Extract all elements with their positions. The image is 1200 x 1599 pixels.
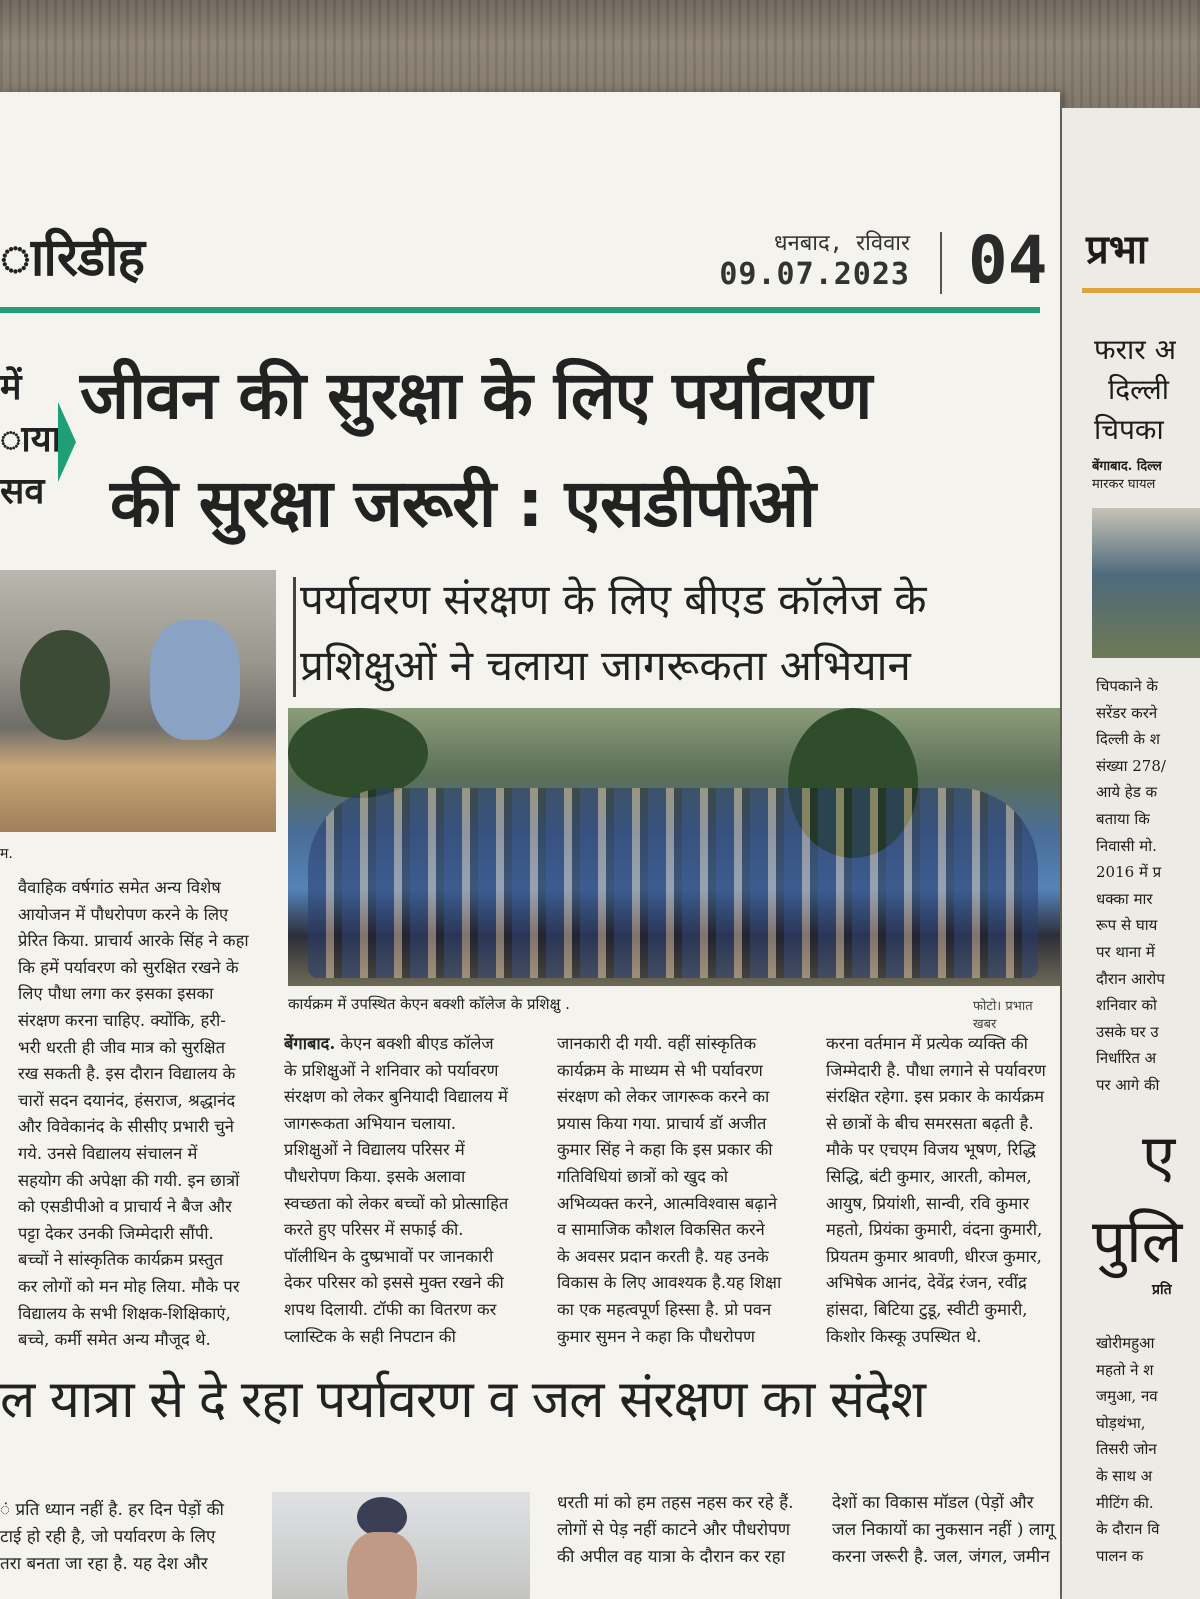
photo-credit: फोटो। प्रभात खबर: [973, 999, 1033, 1032]
text-line: दौरान आरोप: [1096, 969, 1165, 988]
text-line: वैवाहिक वर्षगांठ समेत अन्य विशेष: [18, 878, 221, 897]
text-line: तिसरी जोन: [1096, 1440, 1157, 1459]
text-line: प्रयास किया गया. प्राचार्य डॉ अजीत: [557, 1113, 767, 1133]
headline-line: दिल्ली: [1108, 373, 1169, 406]
students-group: [308, 788, 1038, 978]
text-line: 2016 में प्र: [1096, 863, 1162, 882]
text-line: आयुष, प्रियांशी, सान्वी, रवि कुमार: [826, 1193, 1030, 1213]
adjacent-lead: [1092, 458, 1162, 494]
text-line: विद्यालय के सभी शिक्षक-शिक्षिकाएं,: [18, 1303, 231, 1323]
text-line: निर्धारित अ: [1096, 1049, 1157, 1068]
text-line: प्रशिक्षुओं ने विद्यालय परिसर में: [284, 1140, 465, 1160]
text-line: कुमार सिंह ने कहा कि इस प्रकार की: [557, 1140, 773, 1160]
text-line: के दौरान वि: [1096, 1520, 1160, 1539]
teaser-line: में: [0, 367, 22, 408]
text-line: के अवसर प्रदान करती है. यह उनके: [557, 1246, 769, 1266]
text-line: रख सकती है. इस दौरान विद्यालय के: [18, 1064, 236, 1084]
text-line: करना वर्तमान में प्रत्येक व्यक्ति की: [826, 1034, 1028, 1053]
text-line: करना जरूरी है. जल, जंगल, जमीन: [832, 1547, 1050, 1567]
teaser-line: ाया: [0, 419, 61, 460]
text-line: आये हेड क: [1096, 783, 1158, 802]
teaser-line: सव: [0, 471, 45, 512]
text-line: मारकर घायल: [1092, 477, 1156, 492]
text-line: सिद्धि, बंटी कुमार, आरती, कोमल,: [826, 1166, 1032, 1186]
text-line: टाई हो रही है, जो पर्यावरण के लिए: [0, 1527, 216, 1547]
adjacent-big-letter: ए: [1142, 1122, 1176, 1192]
teaser-arrow-icon: [58, 402, 76, 482]
text-line: देकर परिसर को इससे मुक्त रखने की: [284, 1273, 504, 1293]
text-line: सरेंडर करने: [1096, 703, 1158, 722]
column-fragment: म.: [0, 846, 13, 862]
text-line: मौके पर एचएम विजय भूषण, रिद्धि: [826, 1140, 1036, 1160]
text-line: हांसदा, बिटिया टुडू, स्वीटी कुमारी,: [826, 1299, 1028, 1319]
dateline-separator: [940, 232, 942, 294]
text-line: संरक्षण को लेकर बुनियादी विद्यालय में: [284, 1087, 508, 1107]
text-line: बताया कि: [1096, 809, 1150, 828]
text-line: चारों सदन दयानंद, हंसराज, श्रद्धानंद: [18, 1090, 236, 1110]
text-line: घोड़थंभा,: [1096, 1413, 1146, 1432]
subhead-bar: [293, 577, 296, 697]
text-line: महतो ने श: [1096, 1360, 1154, 1379]
text-line: गतिविधियां छात्रों को खुद को: [557, 1166, 729, 1186]
subhead-line-2: प्रशिक्षुओं ने चलाया जागरूकता अभियान: [300, 641, 911, 690]
text-line: प्रेरित किया. प्राचार्य आरके सिंह ने कहा: [18, 931, 249, 951]
text-line: देशों का विकास मॉडल (पेड़ों और: [832, 1493, 1034, 1513]
text-line: उसके घर उ: [1096, 1022, 1159, 1041]
article-column-3: [826, 1031, 1060, 1350]
adjacent-headline: [1094, 330, 1176, 450]
text-line: कार्यक्रम के माध्यम से भी पर्यावरण: [557, 1060, 763, 1080]
text-line: गये. उनसे विद्यालय संचालन में: [18, 1143, 198, 1163]
text-line: से छात्रों के बीच समरसता बढ़ती है.: [826, 1113, 1034, 1133]
article-column-1: [284, 1031, 540, 1350]
headline-line: चिपका: [1094, 413, 1164, 446]
text-line: के साथ अ: [1096, 1466, 1153, 1485]
text-line: [284, 1031, 540, 1058]
text-line: के प्रशिक्षुओं ने शनिवार को पर्यावरण: [284, 1060, 499, 1080]
text-line: पालन क: [1096, 1546, 1144, 1565]
text-line: सहयोग की अपेक्षा की गयी. इन छात्रों: [18, 1170, 240, 1190]
text-line: तरा बनता जा रहा है. यह देश और: [0, 1554, 208, 1574]
bottom-column-1: [0, 1497, 262, 1578]
text-line: पॉलीथिन के दुष्प्रभावों पर जानकारी: [284, 1246, 494, 1266]
adjacent-masthead: प्रभा: [1086, 227, 1148, 273]
text-line: पौधरोपण किया. इसके अलावा: [284, 1166, 466, 1186]
text-fragment: केएन बक्शी बीएड कॉलेज: [335, 1034, 494, 1053]
text-line: जमुआ, नव: [1096, 1387, 1158, 1406]
text-line: पर आगे की: [1096, 1075, 1160, 1094]
page-number: 04: [968, 222, 1048, 299]
adjacent-big-word: पुलि: [1092, 1207, 1183, 1277]
text-line: धक्का मार: [1096, 889, 1153, 908]
text-line: शपथ दिलायी. टॉफी का वितरण कर: [284, 1299, 497, 1319]
text-line: आयोजन में पौधरोपण करने के लिए: [18, 904, 229, 924]
group-photo: [288, 708, 1060, 986]
text-line: संरक्षण को लेकर जागरूक करने का: [557, 1087, 770, 1107]
city-day: धनबाद, रविवार: [773, 231, 910, 256]
adjacent-newspaper-page: [1062, 108, 1200, 1599]
side-teaser: [0, 362, 61, 518]
text-line: मीटिंग की.: [1096, 1493, 1154, 1512]
text-line: लिए पौधा लगा कर इसका इसका: [18, 984, 214, 1004]
text-line: कर लोगों को मन मोह लिया. मौके पर: [18, 1276, 240, 1296]
text-line: बच्चों ने सांस्कृतिक कार्यक्रम प्रस्तुत: [18, 1250, 224, 1270]
text-line: जिम्मेदारी है. पौधा लगाने से पर्यावरण: [826, 1060, 1046, 1080]
bottom-headline: ल यात्रा से दे रहा पर्यावरण व जल संरक्षण का संदेश: [0, 1370, 925, 1430]
text-line: पर थाना में: [1096, 942, 1155, 961]
text-line: निवासी मो.: [1096, 836, 1157, 855]
adjacent-rule: [1082, 288, 1200, 293]
bottom-column-3: [832, 1490, 1057, 1571]
text-line: खोरीमहुआ: [1096, 1334, 1155, 1352]
adjacent-byline: प्रति: [1152, 1282, 1172, 1298]
text-line: जल निकायों का नुकसान नहीं ) लागू: [832, 1520, 1055, 1540]
adjacent-column-2: [1096, 1330, 1200, 1569]
text-line: महतो, प्रियंका कुमारी, वंदना कुमारी,: [826, 1220, 1043, 1240]
text-line: करते हुए परिसर में सफाई की.: [284, 1220, 464, 1240]
text-line: बेंगाबाद. दिल्ल: [1092, 459, 1162, 474]
text-line: कि हमें पर्यावरण को सुरक्षित रखने के: [18, 957, 239, 977]
text-line: पट्टा देकर उनकी जिम्मेदारी सौंपी.: [18, 1223, 214, 1243]
article-column-2: [557, 1031, 807, 1350]
text-line: अभिषेक आनंद, देवेंद्र रंजन, रवींद्र: [826, 1273, 1027, 1293]
text-line: की अपील वह यात्रा के दौरान कर रहा: [557, 1547, 786, 1567]
text-line: स्वच्छता को लेकर बच्चों को प्रोत्साहित: [284, 1193, 509, 1213]
text-line: शनिवार को: [1096, 996, 1157, 1015]
section-rule: [0, 307, 1040, 313]
text-line: प्लास्टिक के सही निपटान की: [284, 1326, 456, 1346]
adjacent-column: [1096, 673, 1200, 1099]
cyclist-photo: [272, 1492, 530, 1599]
text-line: अभिव्यक्त करने, आत्मविश्वास बढ़ाने: [557, 1193, 778, 1213]
dateline: [719, 227, 910, 292]
text-line: व सामाजिक कौशल विकसित करने: [557, 1220, 765, 1240]
adjacent-photo: [1092, 508, 1200, 658]
text-line: का एक महत्वपूर्ण हिस्सा है. प्रो पवन: [557, 1299, 772, 1319]
left-article-column: [18, 875, 268, 1354]
text-line: जागरूकता अभियान चलाया.: [284, 1113, 456, 1133]
text-line: और विवेकानंद के सीसीए प्रभारी चुने: [18, 1117, 234, 1137]
text-line: प्रियतम कुमार श्रावणी, धीरज कुमार,: [826, 1246, 1042, 1266]
main-headline: [80, 342, 1045, 558]
text-line: धरती मां को हम तहस नहस कर रहे हैं.: [557, 1493, 794, 1513]
bottom-column-2: [557, 1490, 809, 1571]
subheadline: [300, 567, 1060, 699]
text-line: किशोर किस्कू उपस्थित थे.: [826, 1326, 982, 1346]
text-line: संरक्षण करना चाहिए. क्योंकि, हरी-: [18, 1010, 226, 1030]
photo-caption: कार्यक्रम में उपस्थित केएन बक्शी कॉलेज के प्रशिक्षु .: [288, 995, 570, 1013]
text-line: भरी धरती ही जीव मात्र को सुरक्षित: [18, 1037, 225, 1057]
text-line: कुमार सुमन ने कहा कि पौधरोपण: [557, 1326, 755, 1346]
headline-line-2: की सुरक्षा जरूरी : एसडीपीओ: [110, 465, 816, 542]
headline-line: फरार अ: [1094, 333, 1177, 366]
dateline-lead: बेंगाबाद.: [284, 1034, 336, 1053]
headline-line-1: जीवन की सुरक्षा के लिए पर्यावरण: [80, 357, 872, 434]
speaker-photo: [0, 570, 276, 832]
newspaper-page: [0, 92, 1060, 1599]
text-line: विकास के लिए आवश्यक है.यह शिक्षा: [557, 1273, 782, 1293]
text-line: को एसडीपीओ व प्राचार्य ने बैज और: [18, 1197, 232, 1217]
issue-date: 09.07.2023: [719, 257, 910, 292]
text-line: बच्चे, कर्मी समेत अन्य मौजूद थे.: [18, 1330, 211, 1350]
text-line: दिल्ली के श: [1096, 730, 1160, 749]
subhead-line-1: पर्यावरण संरक्षण के लिए बीएड कॉलेज के: [300, 575, 927, 624]
text-line: संरक्षित रहेगा. इस प्रकार के कार्यक्रम: [826, 1087, 1045, 1107]
text-line: रूप से घाय: [1096, 916, 1158, 935]
text-line: ं प्रति ध्यान नहीं है. हर दिन पेड़ों की: [0, 1500, 224, 1520]
text-line: चिपकाने के: [1096, 677, 1158, 695]
section-name: ारिडीह: [0, 228, 144, 288]
text-line: संख्या 278/: [1096, 756, 1166, 775]
text-line: जानकारी दी गयी. वहीं सांस्कृतिक: [557, 1034, 757, 1053]
text-line: लोगों से पेड़ नहीं काटने और पौधरोपण: [557, 1520, 791, 1540]
